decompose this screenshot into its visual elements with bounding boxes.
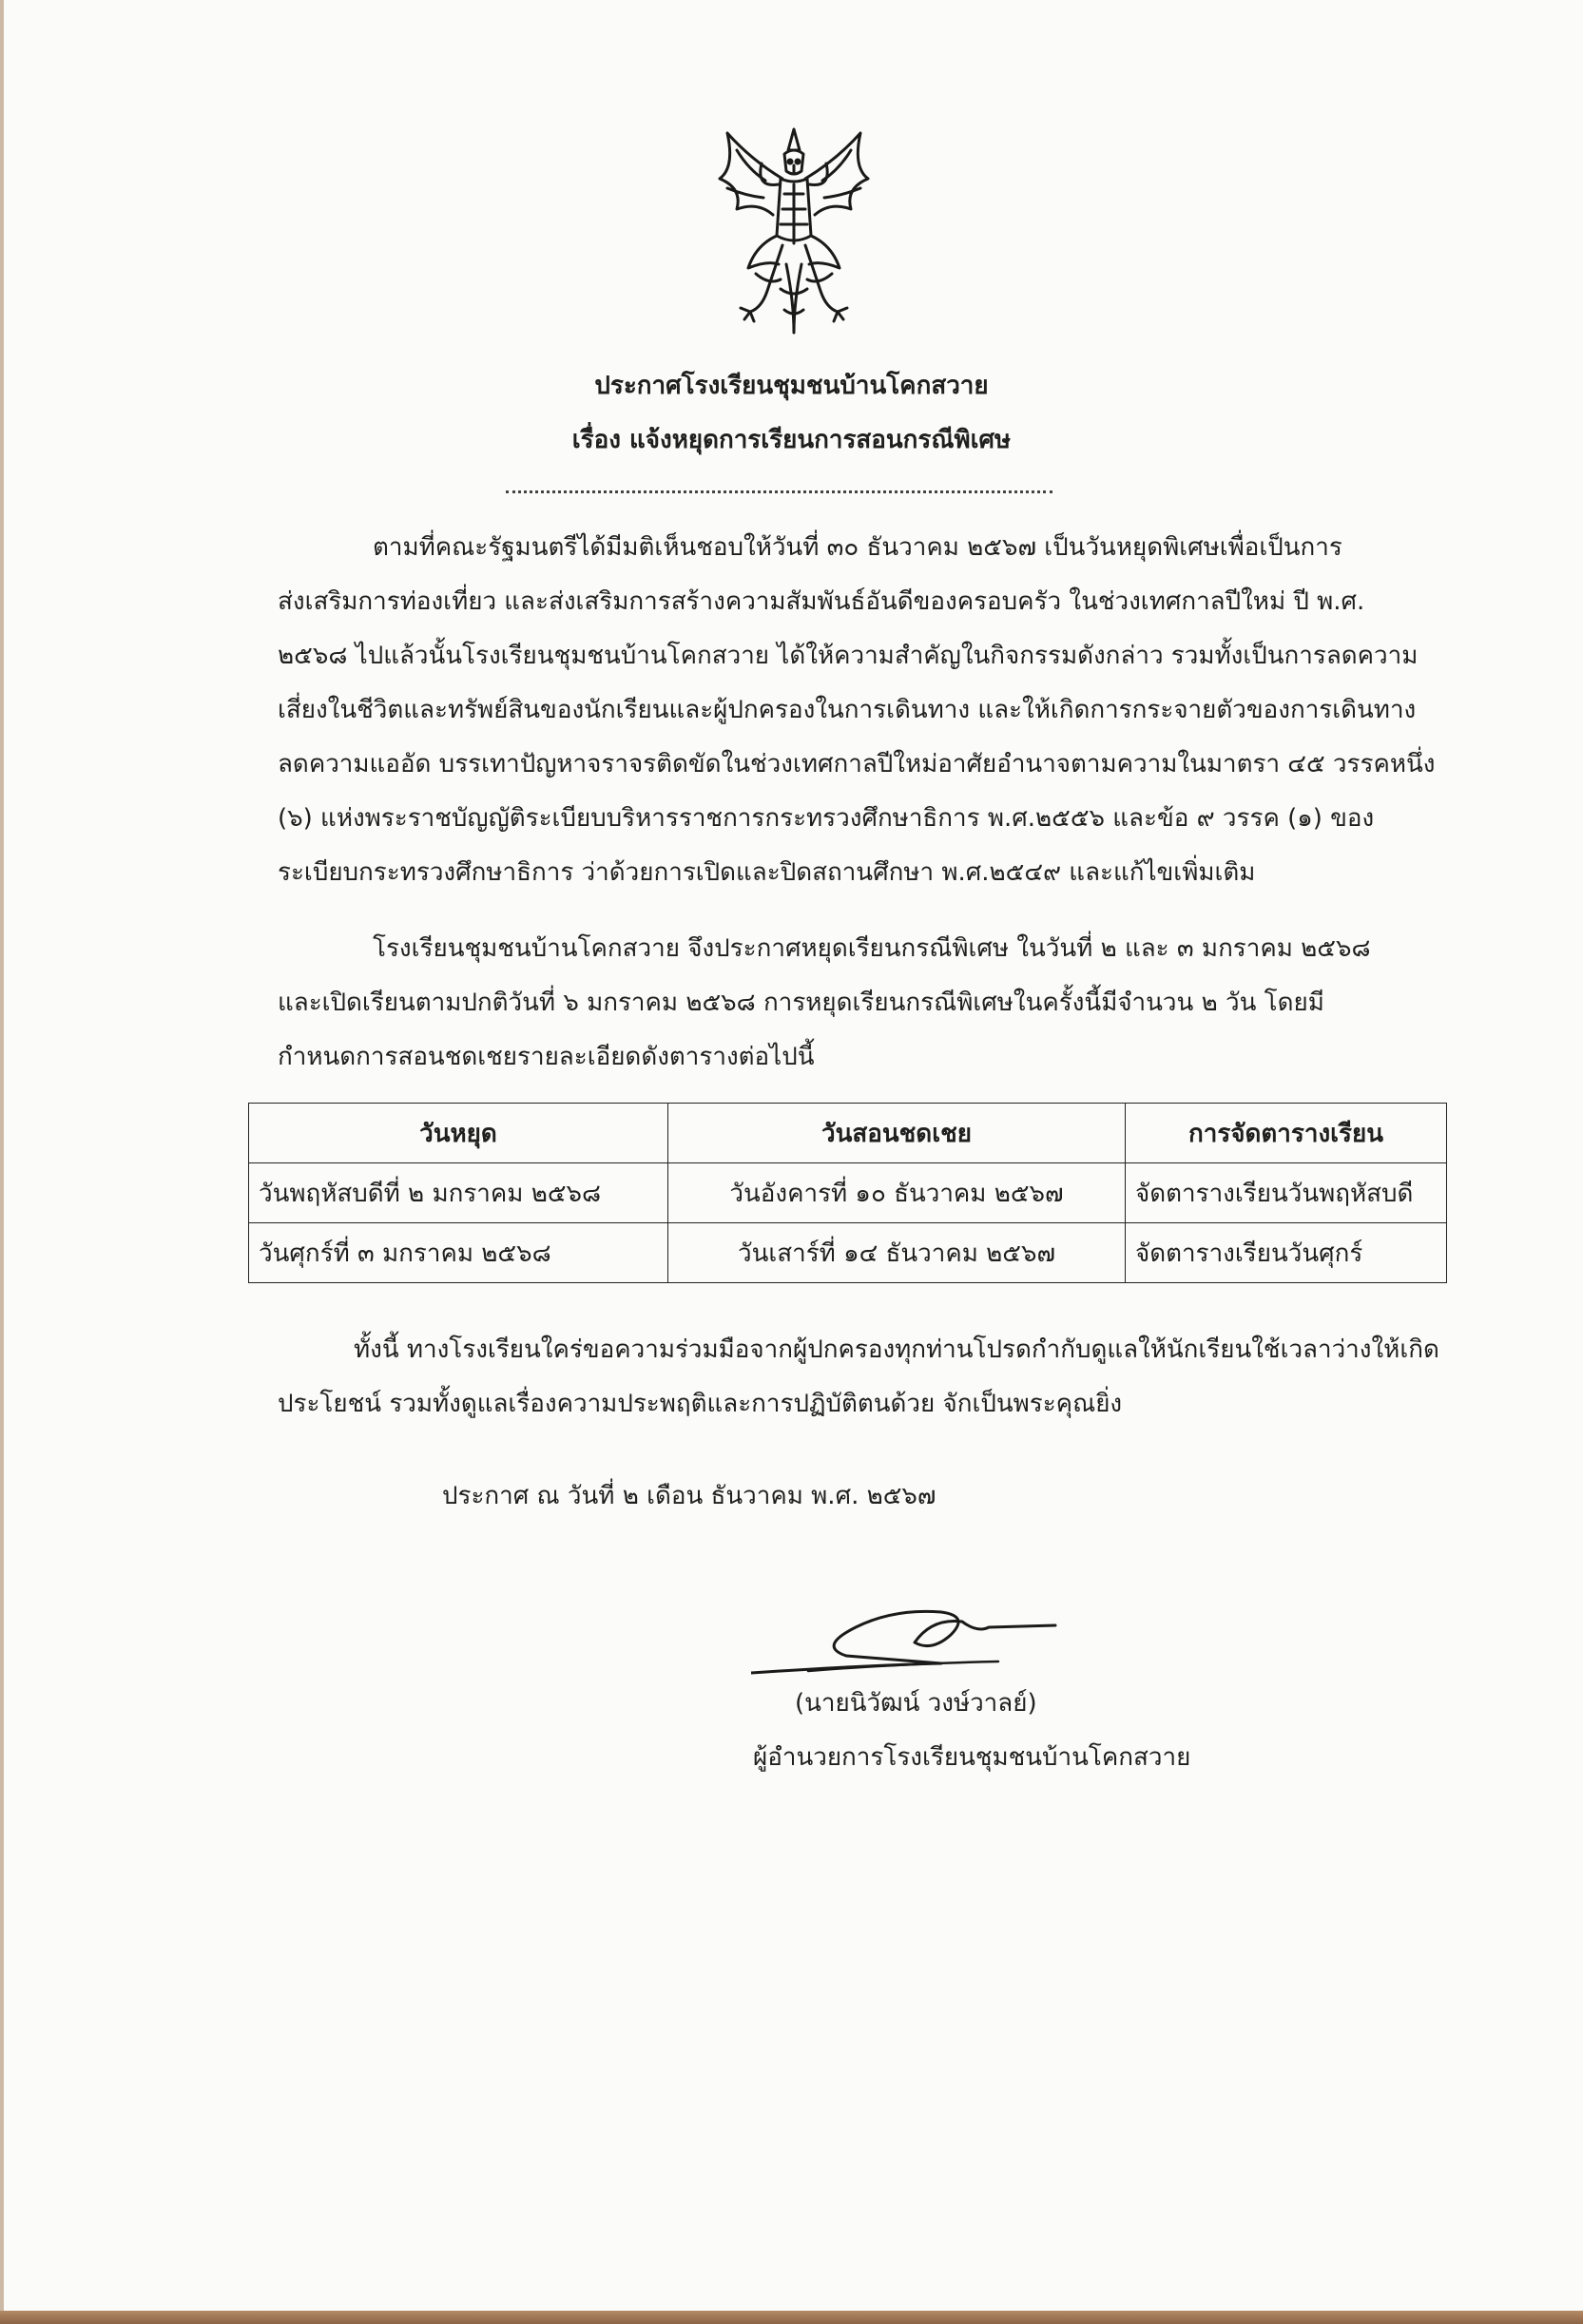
table-row [249,1223,1447,1283]
cell-makeup-day: วันอังคารที่ ๑๐ ธันวาคม ๒๕๖๗ [668,1163,1126,1223]
paragraph-1-line: (๖) แห่งพระราชบัญญัติระเบียบบริหารราชการกระทรวงศึกษาธิการ พ.ศ.๒๕๕๖ และข้อ ๙ วรรค (๑) ของ [278,804,1375,833]
paragraph-1 [278,521,1436,900]
announcement-subject: เรื่อง แจ้งหยุดการเรียนการสอนกรณีพิเศษ [571,426,1012,454]
table-header-row [249,1104,1447,1163]
paragraph-1-line: ระเบียบกระทรวงศึกษาธิการ ว่าด้วยการเปิดและปิดสถานศึกษา พ.ศ.๒๕๔๙ และแก้ไขเพิ่มเติม [278,858,1256,887]
cell-timetable: จัดตารางเรียนวันพฤหัสบดี [1126,1163,1447,1223]
paragraph-3-line: ประโยชน์ รวมทั้งดูแลเรื่องความประพฤติและการปฏิบัติตนด้วย จักเป็นพระคุณยิ่ง [278,1390,1123,1418]
garuda-emblem-icon [699,122,889,340]
signer-position: ผู้อำนวยการโรงเรียนชุมชนบ้านโคกสวาย [753,1743,1191,1772]
header-makeup-day: วันสอนชดเชย [668,1104,1126,1163]
paragraph-1-line: เสี่ยงในชีวิตและทรัพย์สินของนักเรียนและผู้ปกครองในการเดินทาง และให้เกิดการกระจายตัวของการเดินทาง [278,696,1417,724]
paragraph-3-line: ทั้งนี้ ทางโรงเรียนใคร่ขอความร่วมมือจากผู้ปกครองทุกท่านโปรดกำกับดูแลให้นักเรียนใช้เวลาว่างให้เกิด [354,1335,1439,1364]
announcement-date: ประกาศ ณ วันที่ ๒ เดือน ธันวาคม พ.ศ. ๒๕๖๗ [442,1482,936,1510]
header-holiday: วันหยุด [249,1104,668,1163]
schedule-table [248,1103,1447,1283]
table-row [249,1163,1447,1223]
paragraph-2-line: โรงเรียนชุมชนบ้านโคกสวาย จึงประกาศหยุดเรียนกรณีพิเศษ ในวันที่ ๒ และ ๓ มกราคม ๒๕๖๘ [373,934,1371,963]
paragraph-1-line: ลดความแออัด บรรเทาปัญหาจราจรติดขัดในช่วงเทศกาลปีใหม่อาศัยอำนาจตามความในมาตรา ๔๕ วรรคหนึ่ง [278,750,1436,778]
cell-makeup-day: วันเสาร์ที่ ๑๔ ธันวาคม ๒๕๖๗ [668,1223,1126,1283]
cell-holiday: วันพฤหัสบดีที่ ๒ มกราคม ๒๕๖๘ [249,1163,668,1223]
page-bottom-edge [0,2311,1583,2324]
handwritten-signature [751,1589,1179,1694]
cell-timetable: จัดตารางเรียนวันศุกร์ [1126,1223,1447,1283]
paragraph-1-line: ส่งเสริมการท่องเที่ยว และส่งเสริมการสร้างความสัมพันธ์อันดีของครอบครัว ในช่วงเทศกาลปีใหม่ ปี พ.ศ. [278,587,1365,616]
paragraph-1-line: ตามที่คณะรัฐมนตรีได้มีมติเห็นชอบให้วันที่ ๓๐ ธันวาคม ๒๕๖๗ เป็นวันหยุดพิเศษเพื่อเป็นการ [373,533,1342,562]
paragraph-3 [278,1323,1439,1431]
paragraph-2-line: และเปิดเรียนตามปกติวันที่ ๖ มกราคม ๒๕๖๘ การหยุดเรียนกรณีพิเศษในครั้งนี้มีจำนวน ๒ วัน โดยมี [278,989,1324,1017]
dotted-divider [506,490,1052,493]
header-timetable: การจัดตารางเรียน [1126,1104,1447,1163]
announcement-title: ประกาศโรงเรียนชุมชนบ้านโคกสวาย [594,372,989,400]
signer-name: (นายนิวัฒน์ วงษ์วาลย์) [795,1689,1037,1718]
page-left-edge [0,0,4,2324]
paragraph-2-line: กำหนดการสอนชดเชยรายละเอียดดังตารางต่อไปนี้ [278,1043,815,1071]
paragraph-2 [278,922,1385,1085]
cell-holiday: วันศุกร์ที่ ๓ มกราคม ๒๕๖๘ [249,1223,668,1283]
paragraph-1-line: ๒๕๖๘ ไปแล้วนั้นโรงเรียนชุมชนบ้านโคกสวาย ได้ให้ความสำคัญในกิจกรรมดังกล่าว รวมทั้งเป็นการลดความ [278,642,1419,670]
